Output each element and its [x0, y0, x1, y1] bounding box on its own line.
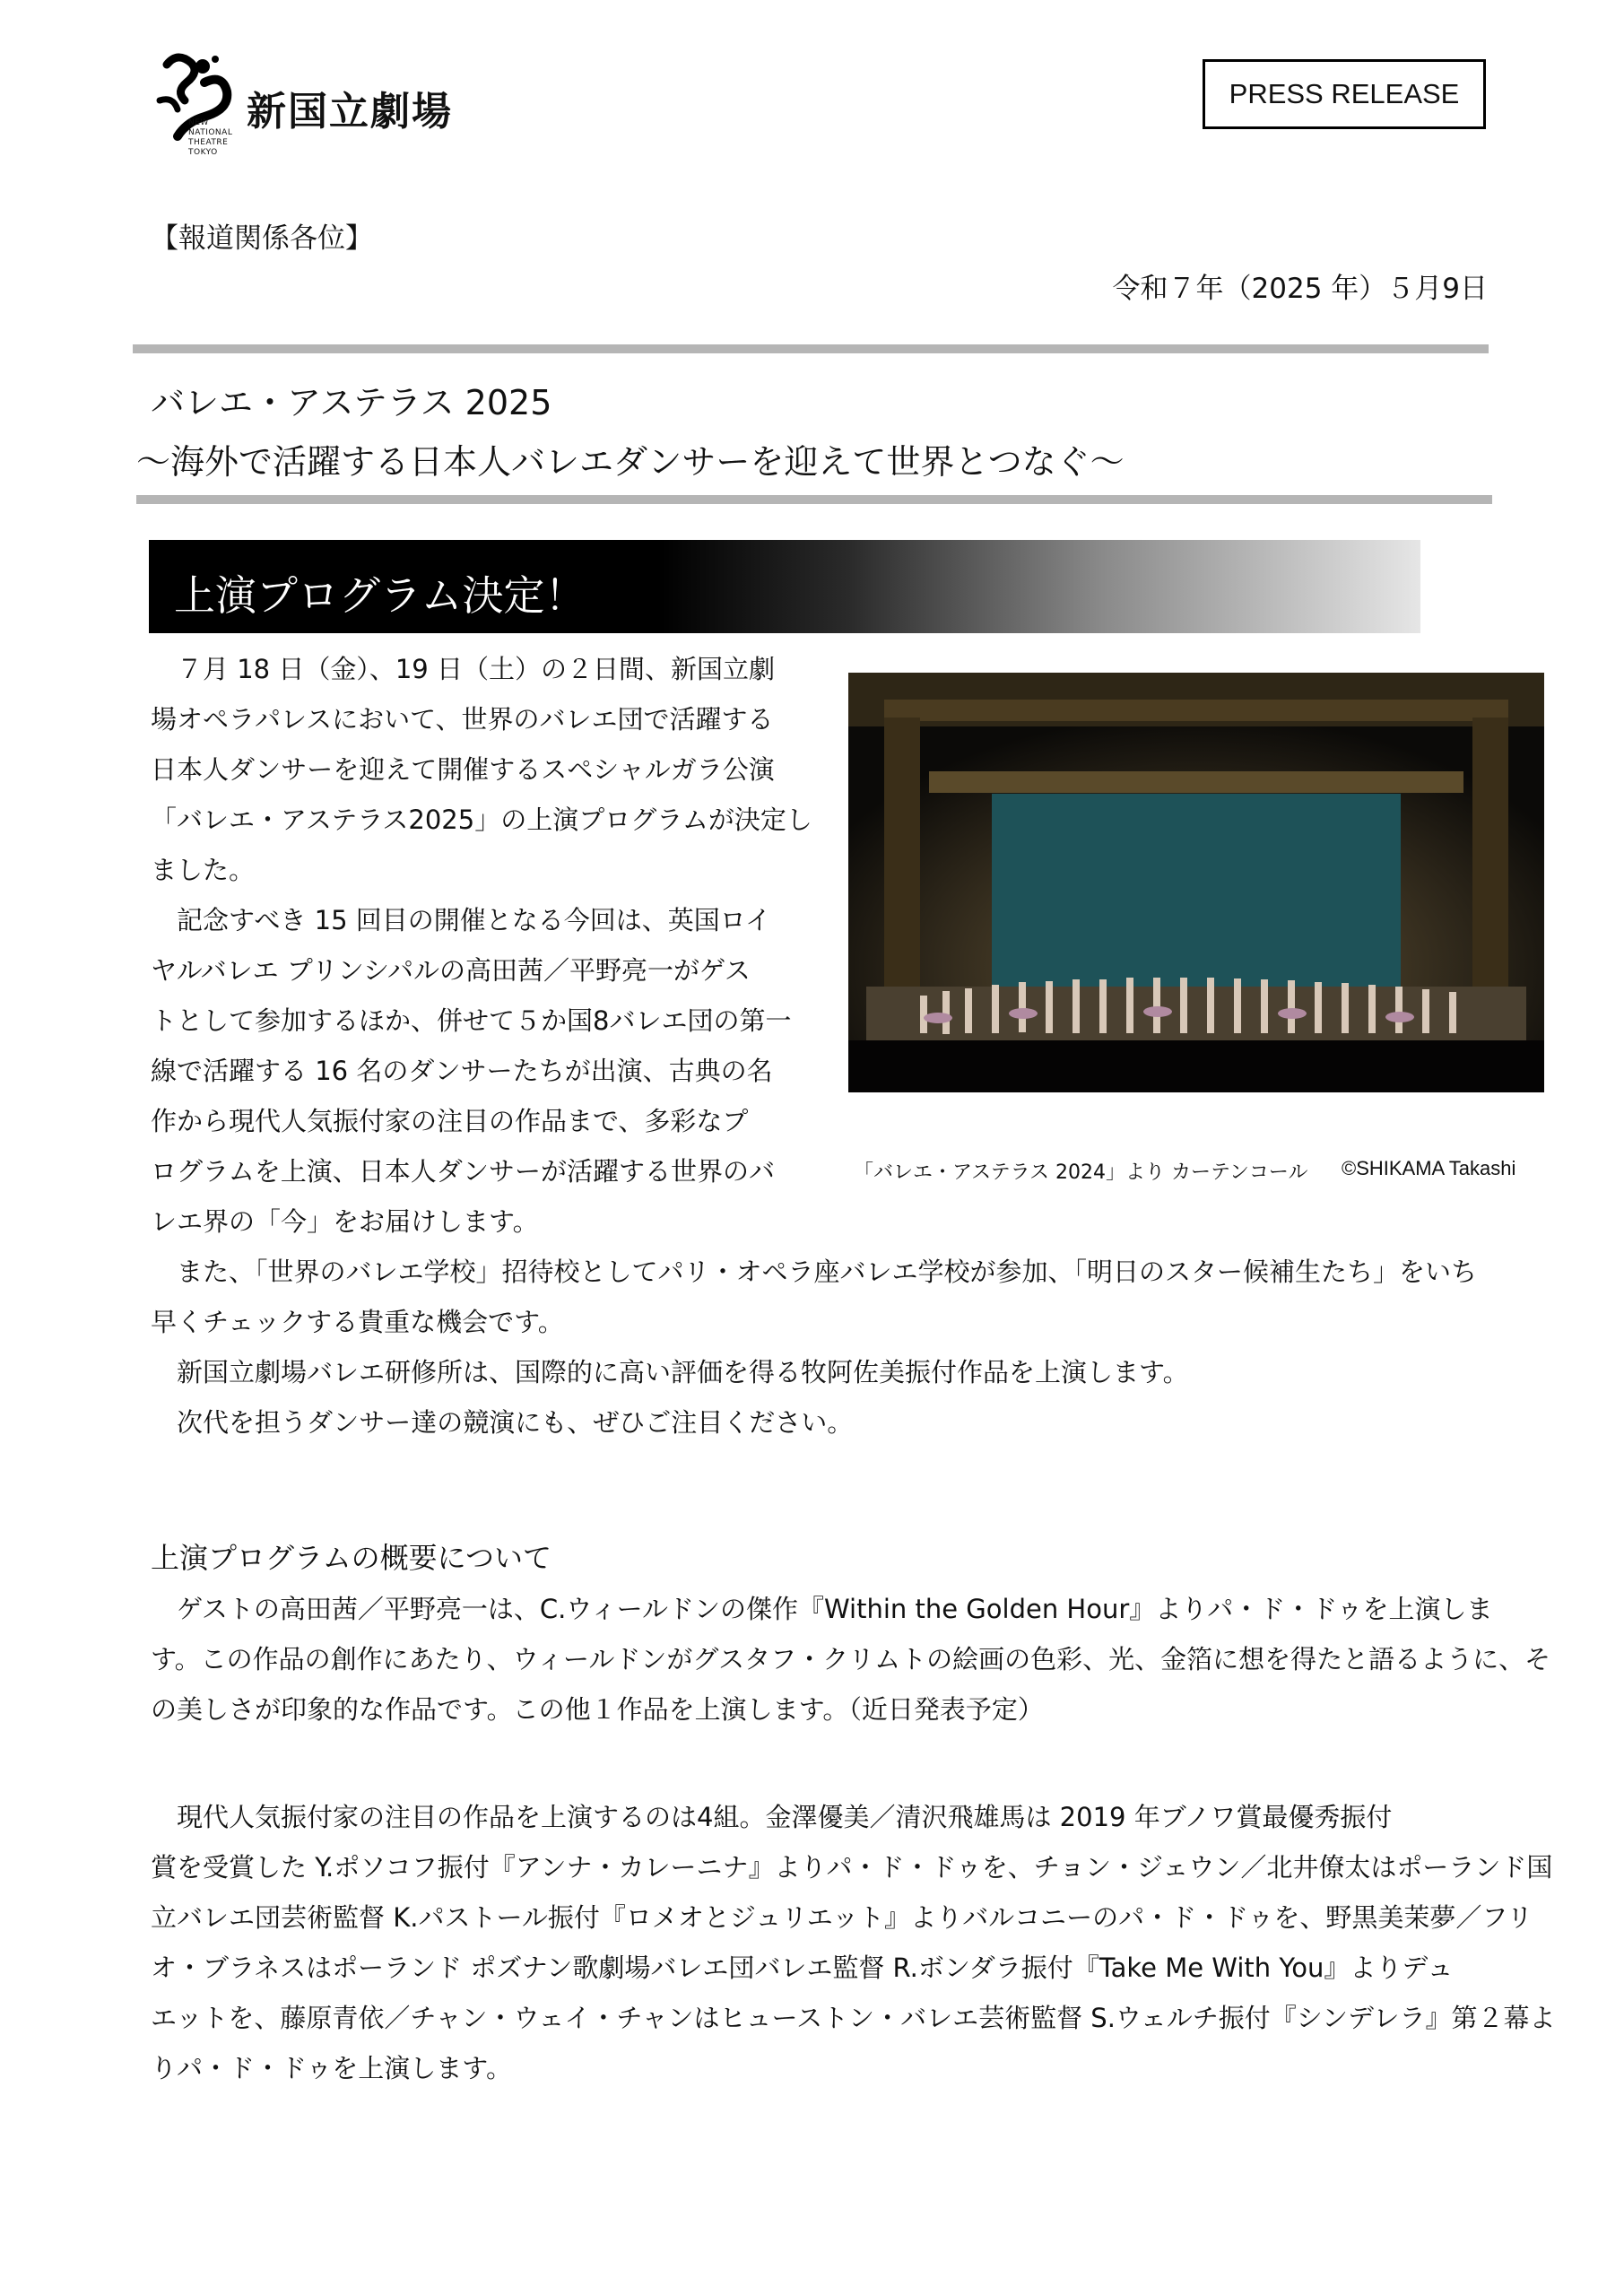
text-line: レエ界の「今」をお届けします。 [151, 1206, 539, 1237]
theatre-logo-name: 新国立劇場 [247, 89, 453, 135]
text-line: エットを、藤原青依／チャン・ウェイ・チャンはヒューストン・バレエ芸術監督 S.ウェルチ振付『シンデレラ』第２幕よ [151, 2003, 1556, 2033]
school-paragraph [151, 1247, 1496, 1448]
title-rule-top [133, 344, 1489, 353]
guest-paragraph [151, 1584, 1551, 1735]
curtain-call-photo [848, 673, 1544, 1092]
intro-paragraph [151, 644, 814, 1247]
text-line: ログラムを上演、日本人ダンサーが活躍する世界のバ [151, 1156, 776, 1187]
release-date: 令和７年（2025 年）５月9日 [1112, 273, 1488, 305]
event-title: バレエ・アステラス 2025 [151, 383, 552, 422]
text-line: 立バレエ団芸術監督 K.パストール振付『ロメオとジュリエット』よりバルコニーのパ・ド・ドゥを、野黒美茉夢／フリ [151, 1902, 1533, 1933]
text-line: 「バレエ・アステラス2025」の上演プログラムが決定し [151, 804, 812, 835]
choreographers-paragraph [151, 1792, 1556, 2093]
text-line: また、「世界のバレエ学校」招待校としてパリ・オペラ座バレエ学校が参加、「明日のスター候補生たち」をいち [177, 1257, 1478, 1287]
text-line: 賞を受賞した Y.ポソコフ振付『アンナ・カレーニナ』よりパ・ド・ドゥを、チョン・ジェウン／北井僚太はポーランド国 [151, 1852, 1553, 1883]
text-line: オ・ブラネスはポーランド ポズナン歌劇場バレエ団バレエ監督 R.ボンダラ振付『Take Me With You』よりデュ [151, 1952, 1454, 1983]
press-release-badge: PRESS RELEASE [1203, 59, 1486, 129]
text-line: 作から現代人気振付家の注目の作品まで、多彩なプ [151, 1106, 749, 1136]
text-line: りパ・ド・ドゥを上演します。 [151, 2053, 512, 2083]
text-line: 日本人ダンサーを迎えて開催するスペシャルガラ公演 [151, 754, 775, 785]
text-line: 記念すべき 15 回目の開催となる今回は、英国ロイ [177, 905, 771, 935]
text-line: ヤルバレエ プリンシパルの高田茜／平野亮一がゲス [151, 955, 751, 986]
text-line: ゲストの高田茜／平野亮一は、C.ウィールドンの傑作『Within the Golden Hour』よりパ・ド・ドゥを上演しま [177, 1594, 1493, 1624]
text-line: 場オペラパレスにおいて、世界のバレエ団で活躍する [151, 704, 774, 735]
text-line: 新国立劇場バレエ研修所は、国際的に高い評価を得る牧阿佐美振付作品を上演します。 [177, 1357, 1189, 1387]
event-subtitle: ～海外で活躍する日本人バレエダンサーを迎えて世界とつなぐ～ [136, 442, 1125, 482]
photo-credit: ©SHIKAMA Takashi [1342, 1157, 1516, 1179]
section-banner-text: 上演プログラム決定！ [174, 571, 586, 620]
text-line: ました。 [151, 855, 256, 885]
text-line: 現代人気振付家の注目の作品を上演するのは4組。金澤優美／清沢飛雄馬は 2019 年ブノワ賞最優秀振付 [177, 1802, 1393, 1832]
text-line: 次代を担うダンサー達の競演にも、ぜひご注目ください。 [177, 1407, 854, 1438]
photo-caption: 「バレエ・アステラス 2024」より カーテンコール [854, 1161, 1308, 1184]
addressee: 【報道関係各位】 [151, 222, 373, 255]
text-line: トとして参加するほか、併せて５か国8バレエ団の第一 [151, 1005, 792, 1036]
text-line: 早くチェックする貴重な機会です。 [151, 1307, 564, 1337]
theatre-logo-subtext: NEW NATIONAL THEATRE TOKYO [188, 118, 233, 157]
program-overview-heading: 上演プログラムの概要について [151, 1541, 552, 1575]
text-line: の美しさが印象的な作品です。この他１作品を上演します。（近日発表予定） [151, 1694, 1044, 1725]
text-line: 線で活躍する 16 名のダンサーたちが出演、古典の名 [151, 1056, 773, 1086]
title-rule-bottom [136, 495, 1492, 504]
text-line: ７月 18 日（金）、19 日（土）の２日間、新国立劇 [177, 654, 775, 684]
text-line: す。この作品の創作にあたり、ウィールドンがグスタフ・クリムトの絵画の色彩、光、金箔に想を得たと語るように、そ [151, 1644, 1551, 1674]
